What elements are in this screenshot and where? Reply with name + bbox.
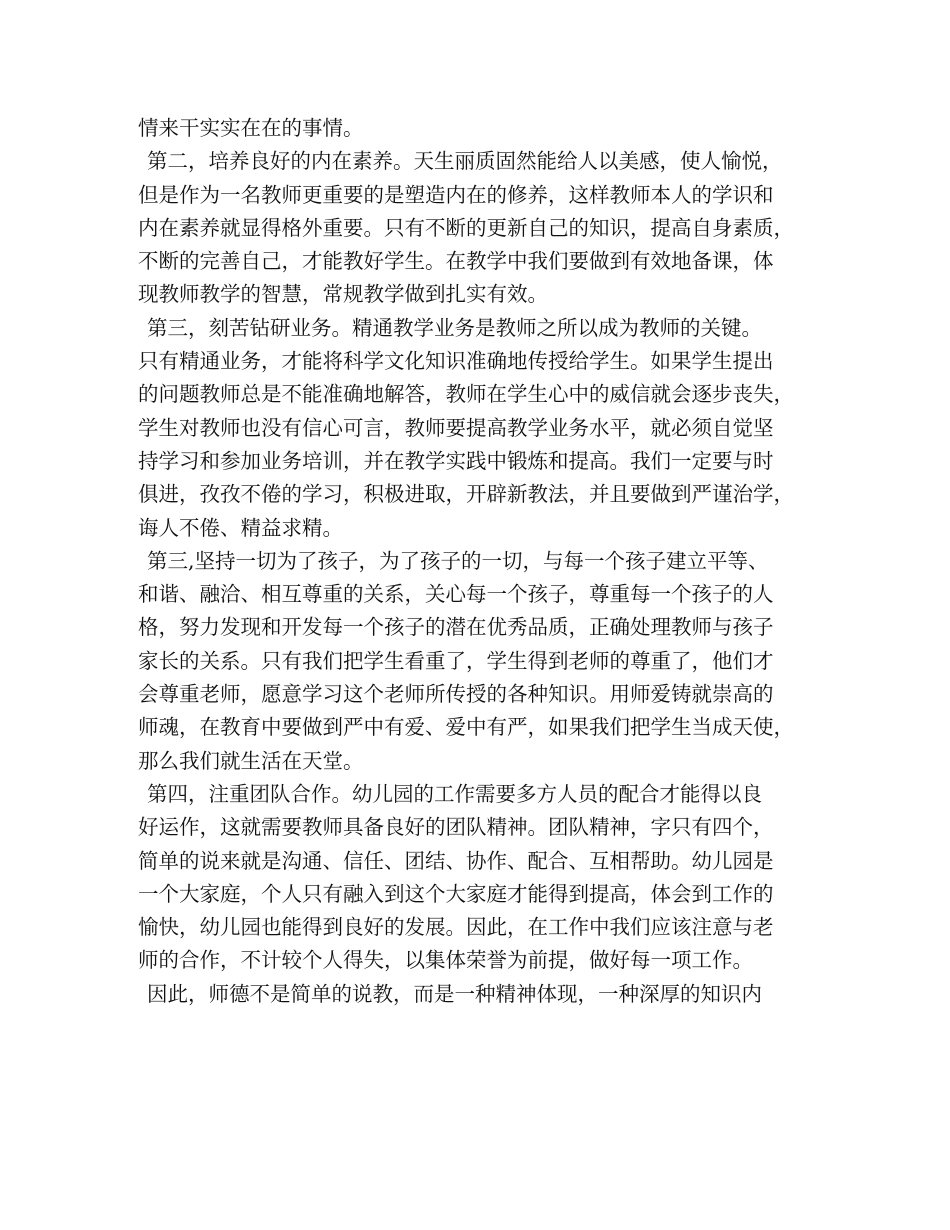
text-line: 会尊重老师，愿意学习这个老师所传授的各种知识。用师爱铸就崇高的 [138,682,774,707]
text-line: 情来干实实在在的事情。 [138,116,364,140]
text-line: 的问题教师总是不能准确地解答，教师在学生心中的威信就会逐步丧失， [138,382,794,407]
text-line: 简单的说来就是沟通、信任、团结、协作、配合、互相帮助。幼儿园是 [138,848,774,873]
text-line: 只有精通业务，才能将科学文化知识准确地传授给学生。如果学生提出 [138,349,774,374]
text-line: 一个大家庭，个人只有融入到这个大家庭才能得到提高，体会到工作的 [138,881,774,906]
text-line: 愉快，幼儿园也能得到良好的发展。因此，在工作中我们应该注意与老 [138,915,774,940]
text-line: 俱进，孜孜不倦的学习，积极进取，开辟新教法，并且要做到严谨治学， [138,482,794,507]
text-line: 师的合作，不计较个人得失，以集体荣誉为前提，做好每一项工作。 [138,948,753,973]
text-line: 现教师教学的智慧，常规教学做到扎实有效。 [138,282,548,307]
text-line: 格，努力发现和开发每一个孩子的潜在优秀品质，正确处理教师与孩子 [138,615,774,640]
paragraph-first-line: 第三，刻苦钻研业务。精通教学业务是教师之所以成为教师的关键。 [147,315,762,340]
paragraph-first-line: 第四，注重团队合作。幼儿园的工作需要多方人员的配合才能得以良 [147,781,762,806]
paragraph-first-line: 第三,坚持一切为了孩子，为了孩子的一切，与每一个孩子建立平等、 [147,548,769,573]
text-line: 家长的关系。只有我们把学生看重了，学生得到老师的尊重了，他们才 [138,648,774,673]
text-line: 持学习和参加业务培训，并在教学实践中锻炼和提高。我们一定要与时 [138,448,774,473]
paragraph-first-line: 第二，培养良好的内在素养。天生丽质固然能给人以美感，使人愉悦， [147,149,783,174]
text-line: 内在素养就显得格外重要。只有不断的更新自己的知识，提高自身素质， [138,215,794,240]
text-line: 不断的完善自己，才能教好学生。在教学中我们要做到有效地备课，体 [138,249,774,274]
body-text [138,112,828,1011]
text-line: 诲人不倦、精益求精。 [138,515,343,540]
text-line: 师魂，在教育中要做到严中有爱、爱中有严，如果我们把学生当成天使， [138,715,794,740]
paragraph-first-line: 因此，师德不是简单的说教，而是一种精神体现，一种深厚的知识内 [147,981,762,1006]
text-line: 学生对教师也没有信心可言，教师要提高教学业务水平，就必须自觉坚 [138,415,774,440]
text-line: 和谐、融洽、相互尊重的关系，关心每一个孩子，尊重每一个孩子的人 [138,582,774,607]
text-line: 那么我们就生活在天堂。 [138,748,364,773]
text-line: 但是作为一名教师更重要的是塑造内在的修养，这样教师本人的学识和 [138,182,774,207]
text-line: 好运作，这就需要教师具备良好的团队精神。团队精神，字只有四个， [138,815,774,840]
